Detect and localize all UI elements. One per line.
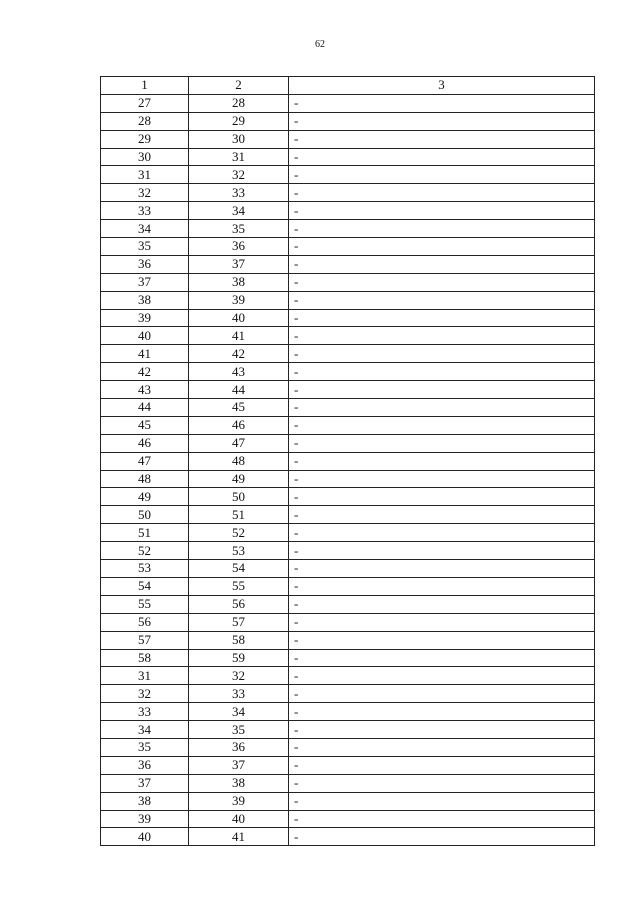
cell-col-1: 57: [101, 631, 189, 649]
table-row: [101, 309, 595, 327]
cell-col-2: 40: [189, 810, 289, 828]
cell-col-1: 40: [101, 828, 189, 846]
table-row: [101, 112, 595, 130]
table-row: [101, 273, 595, 291]
cell-col-2: 32: [189, 166, 289, 184]
cell-col-3: -: [289, 577, 595, 595]
cell-col-1: 51: [101, 524, 189, 542]
cell-col-1: 47: [101, 452, 189, 470]
cell-col-3: -: [289, 631, 595, 649]
cell-col-1: 58: [101, 649, 189, 667]
table-row: [101, 506, 595, 524]
cell-col-2: 35: [189, 220, 289, 238]
cell-col-3: -: [289, 470, 595, 488]
table-row: [101, 631, 595, 649]
cell-col-3: -: [289, 363, 595, 381]
cell-col-2: 37: [189, 255, 289, 273]
cell-col-1: 37: [101, 273, 189, 291]
cell-col-3: -: [289, 416, 595, 434]
cell-col-1: 49: [101, 488, 189, 506]
cell-col-2: 39: [189, 291, 289, 309]
cell-col-1: 37: [101, 774, 189, 792]
table-row: [101, 416, 595, 434]
cell-col-1: 33: [101, 703, 189, 721]
cell-col-2: 51: [189, 506, 289, 524]
cell-col-1: 52: [101, 542, 189, 560]
cell-col-3: -: [289, 667, 595, 685]
cell-col-3: -: [289, 524, 595, 542]
page-number: 62: [315, 39, 325, 50]
cell-col-1: 50: [101, 506, 189, 524]
cell-col-1: 36: [101, 255, 189, 273]
cell-col-1: 38: [101, 291, 189, 309]
cell-col-1: 45: [101, 416, 189, 434]
cell-col-3: -: [289, 828, 595, 846]
table-row: [101, 613, 595, 631]
cell-col-3: -: [289, 273, 595, 291]
cell-col-2: 48: [189, 452, 289, 470]
table-row: [101, 202, 595, 220]
cell-col-2: 57: [189, 613, 289, 631]
table-row: [101, 345, 595, 363]
cell-col-2: 30: [189, 130, 289, 148]
data-table: [100, 76, 595, 846]
cell-col-3: -: [289, 613, 595, 631]
cell-col-3: -: [289, 345, 595, 363]
cell-col-1: 46: [101, 434, 189, 452]
cell-col-3: -: [289, 488, 595, 506]
cell-col-3: -: [289, 220, 595, 238]
table-row: [101, 130, 595, 148]
cell-col-2: 32: [189, 667, 289, 685]
cell-col-2: 56: [189, 595, 289, 613]
table-row: [101, 255, 595, 273]
cell-col-2: 42: [189, 345, 289, 363]
cell-col-1: 32: [101, 685, 189, 703]
cell-col-1: 33: [101, 202, 189, 220]
cell-col-1: 34: [101, 220, 189, 238]
cell-col-1: 55: [101, 595, 189, 613]
table-row: [101, 238, 595, 256]
table-row: [101, 810, 595, 828]
table-row: [101, 774, 595, 792]
cell-col-1: 29: [101, 130, 189, 148]
cell-col-1: 39: [101, 810, 189, 828]
table-row: [101, 756, 595, 774]
cell-col-2: 36: [189, 238, 289, 256]
cell-col-2: 34: [189, 703, 289, 721]
cell-col-1: 41: [101, 345, 189, 363]
cell-col-2: 41: [189, 327, 289, 345]
cell-col-2: 46: [189, 416, 289, 434]
cell-col-2: 41: [189, 828, 289, 846]
table-row: [101, 685, 595, 703]
cell-col-1: 35: [101, 238, 189, 256]
table-row: [101, 94, 595, 112]
cell-col-2: 29: [189, 112, 289, 130]
cell-col-2: 43: [189, 363, 289, 381]
cell-col-3: -: [289, 560, 595, 578]
cell-col-3: -: [289, 649, 595, 667]
cell-col-1: 43: [101, 381, 189, 399]
cell-col-1: 28: [101, 112, 189, 130]
cell-col-3: -: [289, 721, 595, 739]
cell-col-1: 34: [101, 721, 189, 739]
cell-col-2: 50: [189, 488, 289, 506]
table-row: [101, 452, 595, 470]
table-row: [101, 577, 595, 595]
cell-col-3: -: [289, 792, 595, 810]
table-row: [101, 703, 595, 721]
cell-col-3: -: [289, 112, 595, 130]
table-row: [101, 291, 595, 309]
table-header: [101, 77, 595, 95]
cell-col-2: 37: [189, 756, 289, 774]
cell-col-3: -: [289, 703, 595, 721]
table-row: [101, 828, 595, 846]
cell-col-1: 42: [101, 363, 189, 381]
cell-col-2: 28: [189, 94, 289, 112]
cell-col-3: -: [289, 238, 595, 256]
cell-col-3: -: [289, 399, 595, 417]
cell-col-2: 33: [189, 184, 289, 202]
cell-col-2: 38: [189, 774, 289, 792]
cell-col-3: -: [289, 685, 595, 703]
table-row: [101, 166, 595, 184]
cell-col-2: 33: [189, 685, 289, 703]
cell-col-1: 31: [101, 667, 189, 685]
cell-col-3: -: [289, 202, 595, 220]
cell-col-2: 47: [189, 434, 289, 452]
cell-col-2: 40: [189, 309, 289, 327]
table-row: [101, 595, 595, 613]
cell-col-2: 55: [189, 577, 289, 595]
table-row: [101, 649, 595, 667]
table-row: [101, 667, 595, 685]
table-row: [101, 488, 595, 506]
cell-col-2: 34: [189, 202, 289, 220]
cell-col-2: 44: [189, 381, 289, 399]
cell-col-3: -: [289, 738, 595, 756]
cell-col-2: 59: [189, 649, 289, 667]
cell-col-3: -: [289, 595, 595, 613]
cell-col-3: -: [289, 434, 595, 452]
cell-col-2: 52: [189, 524, 289, 542]
cell-col-3: -: [289, 542, 595, 560]
cell-col-3: -: [289, 756, 595, 774]
cell-col-1: 30: [101, 148, 189, 166]
cell-col-3: -: [289, 291, 595, 309]
table-row: [101, 560, 595, 578]
cell-col-1: 53: [101, 560, 189, 578]
table-row: [101, 148, 595, 166]
cell-col-1: 31: [101, 166, 189, 184]
table-row: [101, 381, 595, 399]
cell-col-3: -: [289, 327, 595, 345]
table-row: [101, 470, 595, 488]
cell-col-3: -: [289, 810, 595, 828]
table-row: [101, 184, 595, 202]
cell-col-1: 27: [101, 94, 189, 112]
table-body: [101, 94, 595, 845]
table-row: [101, 434, 595, 452]
cell-col-1: 38: [101, 792, 189, 810]
table-row: [101, 792, 595, 810]
cell-col-1: 36: [101, 756, 189, 774]
cell-col-3: -: [289, 774, 595, 792]
cell-col-3: -: [289, 381, 595, 399]
cell-col-1: 32: [101, 184, 189, 202]
table-row: [101, 542, 595, 560]
cell-col-3: -: [289, 309, 595, 327]
cell-col-1: 54: [101, 577, 189, 595]
cell-col-2: 54: [189, 560, 289, 578]
table-row: [101, 721, 595, 739]
table-row: [101, 363, 595, 381]
cell-col-2: 45: [189, 399, 289, 417]
cell-col-1: 39: [101, 309, 189, 327]
column-header-1: 1: [101, 77, 189, 95]
cell-col-2: 31: [189, 148, 289, 166]
cell-col-3: -: [289, 255, 595, 273]
table-row: [101, 524, 595, 542]
header-row: [101, 77, 595, 95]
cell-col-3: -: [289, 148, 595, 166]
cell-col-1: 56: [101, 613, 189, 631]
cell-col-3: -: [289, 184, 595, 202]
column-header-2: 2: [189, 77, 289, 95]
cell-col-3: -: [289, 452, 595, 470]
cell-col-1: 40: [101, 327, 189, 345]
cell-col-1: 44: [101, 399, 189, 417]
cell-col-2: 53: [189, 542, 289, 560]
cell-col-2: 39: [189, 792, 289, 810]
cell-col-1: 35: [101, 738, 189, 756]
cell-col-1: 48: [101, 470, 189, 488]
cell-col-3: -: [289, 166, 595, 184]
table-row: [101, 399, 595, 417]
cell-col-2: 36: [189, 738, 289, 756]
cell-col-3: -: [289, 506, 595, 524]
cell-col-2: 49: [189, 470, 289, 488]
column-header-3: 3: [289, 77, 595, 95]
cell-col-2: 58: [189, 631, 289, 649]
cell-col-3: -: [289, 94, 595, 112]
cell-col-3: -: [289, 130, 595, 148]
table-row: [101, 738, 595, 756]
cell-col-2: 38: [189, 273, 289, 291]
table-row: [101, 327, 595, 345]
table-row: [101, 220, 595, 238]
cell-col-2: 35: [189, 721, 289, 739]
